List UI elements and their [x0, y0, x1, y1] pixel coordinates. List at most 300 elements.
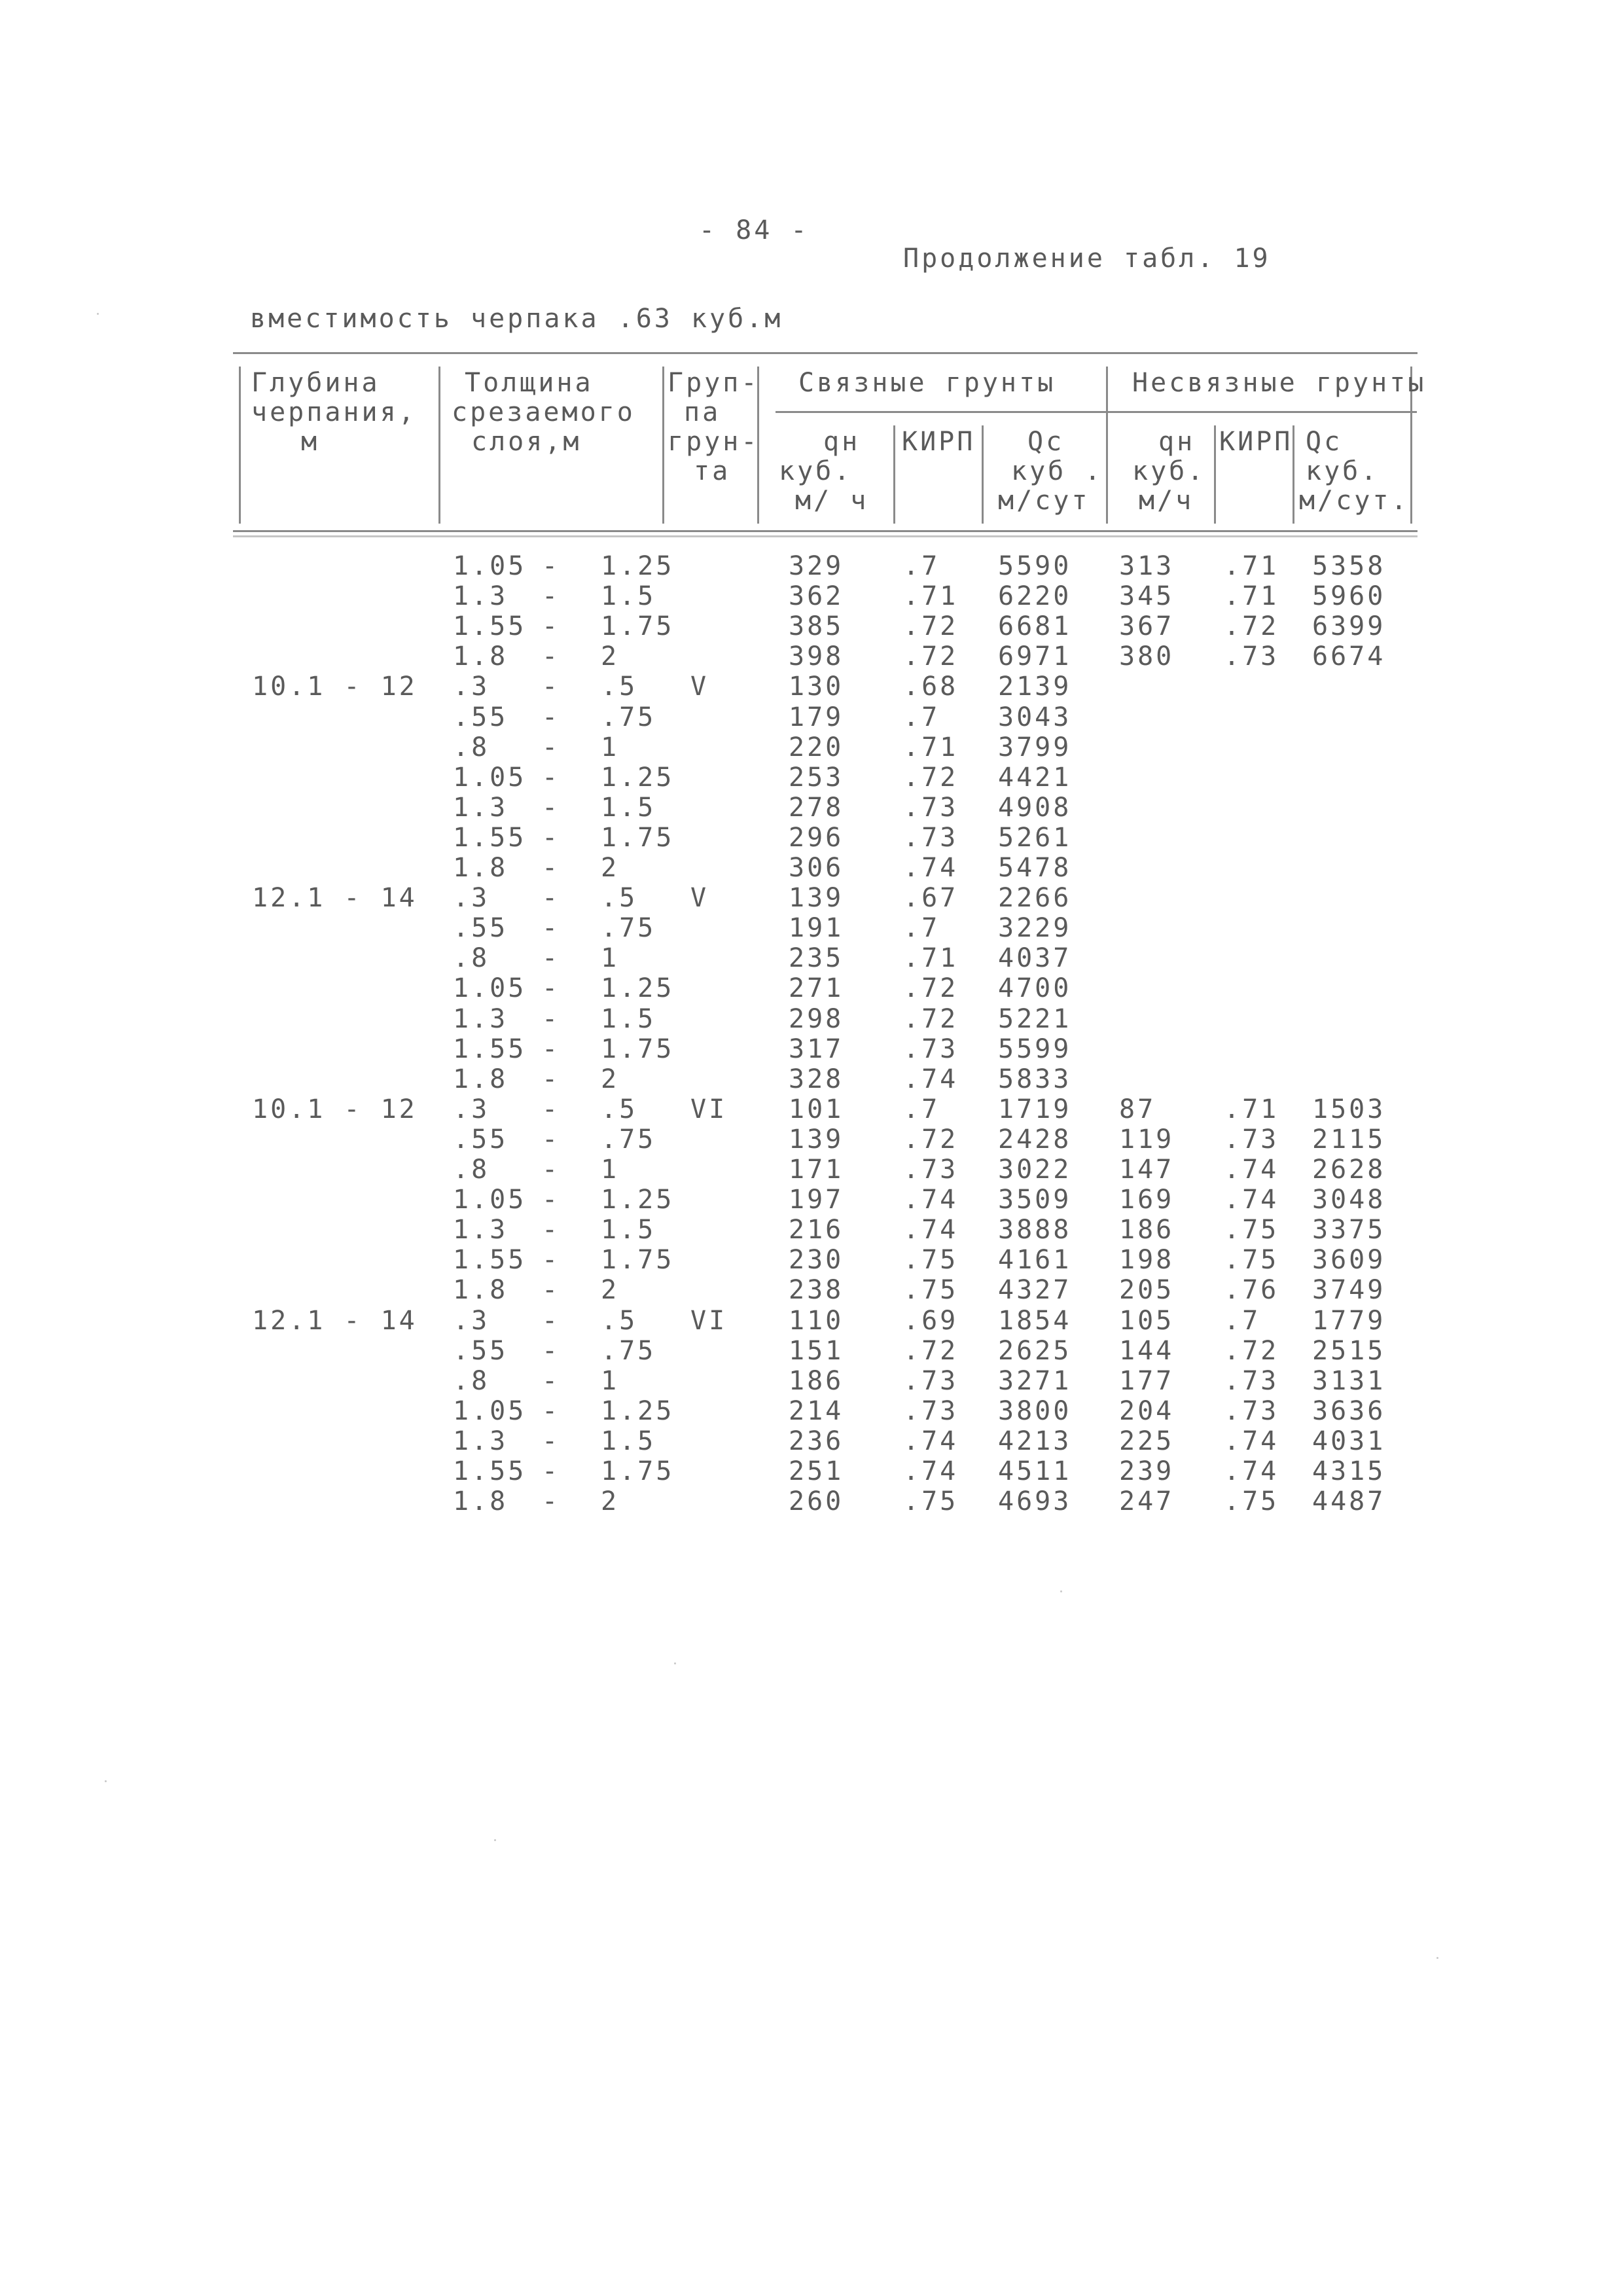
cell-noncohesive-qc: 2628	[1312, 1155, 1386, 1185]
cell-cohesive-kirp: .74	[903, 1185, 959, 1215]
cell-cohesive-kirp: .72	[903, 1124, 959, 1155]
header-kirp2: КИРП	[1219, 427, 1293, 457]
header-qc2-line2: куб.	[1306, 456, 1380, 486]
cell-cohesive-qn: 298	[789, 1004, 844, 1034]
table-continuation-label: Продолжение табл. 19	[903, 243, 1271, 274]
cell-cohesive-kirp: .68	[903, 672, 959, 702]
cell-thickness-from: 1.05	[453, 1396, 527, 1426]
cell-cohesive-kirp: .75	[903, 1245, 959, 1275]
cell-thickness-from: 1.55	[453, 1034, 527, 1064]
cell-thickness-to: 1.5	[601, 1215, 656, 1245]
cell-cohesive-kirp: .67	[903, 883, 959, 913]
cell-cohesive-qc: 5261	[998, 823, 1072, 853]
cell-thickness-to: .75	[601, 1124, 656, 1155]
header-qc-line2: куб .	[1011, 456, 1103, 486]
cell-group: V	[690, 672, 709, 702]
cell-cohesive-qc: 4421	[998, 762, 1072, 793]
cell-cohesive-kirp: .72	[903, 1004, 959, 1034]
cell-thickness-dash: -	[542, 973, 561, 1003]
cell-thickness-from: 1.05	[453, 1185, 527, 1215]
cell-thickness-to: .75	[601, 913, 656, 943]
cell-depth: 12.1 - 14	[252, 1306, 418, 1336]
cell-noncohesive-qn: 177	[1119, 1366, 1175, 1396]
cell-thickness-from: 1.55	[453, 1456, 527, 1486]
cell-cohesive-qn: 238	[789, 1275, 844, 1305]
cell-thickness-from: 1.3	[453, 581, 508, 611]
cell-thickness-from: 1.05	[453, 551, 527, 581]
cell-thickness-dash: -	[542, 1275, 561, 1305]
cell-thickness-dash: -	[542, 823, 561, 853]
header-qn-line2: куб.	[779, 456, 853, 486]
cell-noncohesive-qn: 247	[1119, 1486, 1175, 1516]
cell-group: VI	[690, 1094, 728, 1124]
cell-cohesive-qc: 4161	[998, 1245, 1072, 1275]
header-depth-line2: черпания,	[251, 397, 417, 427]
cell-thickness-from: 1.05	[453, 762, 527, 793]
cell-thickness-to: .75	[601, 1336, 656, 1366]
cell-cohesive-qn: 110	[789, 1306, 844, 1336]
header-thickness-line3: слоя,м	[471, 427, 582, 457]
cell-thickness-to: 1.5	[601, 1426, 656, 1456]
cell-cohesive-qc: 5478	[998, 853, 1072, 883]
cell-cohesive-kirp: .7	[903, 1094, 940, 1124]
cell-noncohesive-kirp: .74	[1224, 1155, 1279, 1185]
cell-noncohesive-kirp: .73	[1224, 641, 1279, 672]
cell-thickness-to: 1.5	[601, 793, 656, 823]
cell-noncohesive-kirp: .75	[1224, 1245, 1279, 1275]
cell-cohesive-qn: 260	[789, 1486, 844, 1516]
cell-cohesive-kirp: .73	[903, 1396, 959, 1426]
cell-cohesive-kirp: .75	[903, 1275, 959, 1305]
cell-cohesive-qn: 139	[789, 883, 844, 913]
header-thickness-line1: Толщина	[465, 368, 594, 398]
cell-thickness-to: 2	[601, 1486, 620, 1516]
cell-noncohesive-qc: 3048	[1312, 1185, 1386, 1215]
cell-thickness-to: 1.25	[601, 973, 675, 1003]
cell-cohesive-qn: 230	[789, 1245, 844, 1275]
cell-thickness-from: .8	[453, 732, 490, 762]
cell-thickness-to: 1	[601, 1366, 620, 1396]
cell-thickness-dash: -	[542, 1336, 561, 1366]
cell-noncohesive-qc: 3131	[1312, 1366, 1386, 1396]
cell-cohesive-qn: 306	[789, 853, 844, 883]
cell-noncohesive-qc: 6674	[1312, 641, 1386, 672]
cell-thickness-from: 1.3	[453, 793, 508, 823]
cell-noncohesive-qn: 345	[1119, 581, 1175, 611]
cell-noncohesive-qc: 2115	[1312, 1124, 1386, 1155]
cell-noncohesive-kirp: .72	[1224, 1336, 1279, 1366]
cell-thickness-to: 1.75	[601, 611, 675, 641]
cell-noncohesive-qc: 1779	[1312, 1306, 1386, 1336]
header-depth-line3: м	[301, 427, 320, 457]
cell-noncohesive-kirp: .73	[1224, 1366, 1279, 1396]
cell-thickness-to: 1	[601, 732, 620, 762]
scan-speck	[1060, 1590, 1062, 1592]
header-noncohesive: Несвязные грунты	[1132, 368, 1427, 398]
cell-cohesive-qc: 5599	[998, 1034, 1072, 1064]
cell-cohesive-kirp: .7	[903, 913, 940, 943]
cell-thickness-dash: -	[542, 1245, 561, 1275]
cell-thickness-to: .5	[601, 1094, 638, 1124]
cell-thickness-from: 1.05	[453, 973, 527, 1003]
cell-cohesive-qc: 4693	[998, 1486, 1072, 1516]
cell-cohesive-qc: 1719	[998, 1094, 1072, 1124]
cell-cohesive-qc: 3800	[998, 1396, 1072, 1426]
header-qn-line3: м/ ч	[795, 486, 869, 516]
scan-speck	[97, 313, 99, 315]
cell-cohesive-qc: 5221	[998, 1004, 1072, 1034]
cell-thickness-from: .3	[453, 883, 490, 913]
cell-noncohesive-qn: 380	[1119, 641, 1175, 672]
header-cohesive: Связные грунты	[798, 368, 1056, 398]
cell-thickness-dash: -	[542, 1486, 561, 1516]
header-qn-line1: qн	[823, 427, 861, 457]
header-qn2-line2: куб.	[1132, 456, 1206, 486]
header-qc2-line3: м/сут.	[1299, 486, 1410, 516]
cell-noncohesive-qn: 119	[1119, 1124, 1175, 1155]
cell-thickness-dash: -	[542, 943, 561, 973]
cell-noncohesive-qn: 147	[1119, 1155, 1175, 1185]
cell-noncohesive-kirp: .74	[1224, 1185, 1279, 1215]
table-subtitle: вместимость черпака .63 куб.м	[250, 304, 783, 334]
cell-cohesive-kirp: .73	[903, 793, 959, 823]
cell-thickness-to: .5	[601, 672, 638, 702]
cell-thickness-from: .3	[453, 672, 490, 702]
cell-thickness-to: 1.75	[601, 1245, 675, 1275]
cell-cohesive-qn: 253	[789, 762, 844, 793]
header-qc-line3: м/сут	[998, 486, 1090, 516]
cell-cohesive-kirp: .74	[903, 853, 959, 883]
cell-noncohesive-qc: 6399	[1312, 611, 1386, 641]
cell-noncohesive-qc: 5358	[1312, 551, 1386, 581]
cell-thickness-to: 1.5	[601, 1004, 656, 1034]
cell-cohesive-qc: 4908	[998, 793, 1072, 823]
cell-thickness-from: 1.8	[453, 1275, 508, 1305]
cell-noncohesive-qc: 4031	[1312, 1426, 1386, 1456]
cell-cohesive-qc: 3799	[998, 732, 1072, 762]
cell-cohesive-qc: 3022	[998, 1155, 1072, 1185]
cell-cohesive-kirp: .72	[903, 762, 959, 793]
cell-cohesive-qn: 151	[789, 1336, 844, 1366]
cell-thickness-dash: -	[542, 641, 561, 672]
cell-cohesive-qc: 6681	[998, 611, 1072, 641]
cell-noncohesive-qc: 1503	[1312, 1094, 1386, 1124]
cell-cohesive-qc: 5590	[998, 551, 1072, 581]
cell-thickness-from: 1.3	[453, 1004, 508, 1034]
cell-thickness-dash: -	[542, 1366, 561, 1396]
cell-cohesive-kirp: .73	[903, 1155, 959, 1185]
cell-thickness-dash: -	[542, 732, 561, 762]
cell-thickness-to: 1.75	[601, 1034, 675, 1064]
cell-cohesive-kirp: .74	[903, 1456, 959, 1486]
cell-thickness-to: 2	[601, 1064, 620, 1094]
col-divider-depth	[438, 367, 440, 524]
cell-thickness-dash: -	[542, 672, 561, 702]
cell-cohesive-qn: 179	[789, 702, 844, 732]
cell-cohesive-kirp: .7	[903, 702, 940, 732]
cell-noncohesive-kirp: .71	[1224, 1094, 1279, 1124]
cell-thickness-to: 1.25	[601, 551, 675, 581]
cell-cohesive-qc: 4511	[998, 1456, 1072, 1486]
cell-thickness-from: 1.3	[453, 1426, 508, 1456]
cell-thickness-dash: -	[542, 1064, 561, 1094]
cell-cohesive-qn: 398	[789, 641, 844, 672]
cell-cohesive-qn: 139	[789, 1124, 844, 1155]
cell-thickness-dash: -	[542, 1094, 561, 1124]
header-group-line4: та	[694, 456, 731, 486]
cell-noncohesive-qc: 3749	[1312, 1275, 1386, 1305]
cell-thickness-to: 1.25	[601, 1185, 675, 1215]
cell-cohesive-qn: 385	[789, 611, 844, 641]
cell-cohesive-kirp: .7	[903, 551, 940, 581]
cell-noncohesive-qc: 2515	[1312, 1336, 1386, 1366]
cell-thickness-to: 1.25	[601, 762, 675, 793]
cell-noncohesive-kirp: .71	[1224, 551, 1279, 581]
cell-noncohesive-kirp: .71	[1224, 581, 1279, 611]
cell-noncohesive-qc: 4487	[1312, 1486, 1386, 1516]
cell-noncohesive-kirp: .73	[1224, 1396, 1279, 1426]
cell-thickness-from: 1.8	[453, 1486, 508, 1516]
cell-thickness-dash: -	[542, 1034, 561, 1064]
cell-thickness-dash: -	[542, 1185, 561, 1215]
cell-thickness-dash: -	[542, 551, 561, 581]
header-qn2-line1: qн	[1158, 427, 1196, 457]
cell-thickness-from: .8	[453, 1155, 490, 1185]
header-group-line1: Груп-	[668, 368, 760, 398]
cell-thickness-to: 1.75	[601, 823, 675, 853]
cell-noncohesive-qc: 3636	[1312, 1396, 1386, 1426]
cell-thickness-dash: -	[542, 611, 561, 641]
cell-cohesive-qn: 251	[789, 1456, 844, 1486]
cell-cohesive-qc: 4327	[998, 1275, 1072, 1305]
header-qc2-line1: Qс	[1306, 427, 1343, 457]
cell-depth: 10.1 - 12	[252, 1094, 418, 1124]
cell-cohesive-qc: 3888	[998, 1215, 1072, 1245]
header-group-line3: грун-	[668, 427, 760, 457]
page-number: - 84 -	[699, 215, 810, 245]
cell-noncohesive-qn: 225	[1119, 1426, 1175, 1456]
cell-cohesive-kirp: .73	[903, 1366, 959, 1396]
cell-thickness-to: 2	[601, 1275, 620, 1305]
cell-thickness-to: 1.75	[601, 1456, 675, 1486]
cell-thickness-from: .3	[453, 1306, 490, 1336]
cell-depth: 10.1 - 12	[252, 672, 418, 702]
cell-noncohesive-kirp: .7	[1224, 1306, 1261, 1336]
cell-thickness-from: .55	[453, 913, 508, 943]
cell-thickness-dash: -	[542, 1306, 561, 1336]
cell-cohesive-qn: 130	[789, 672, 844, 702]
cell-cohesive-kirp: .75	[903, 1486, 959, 1516]
cell-noncohesive-qn: 367	[1119, 611, 1175, 641]
cell-thickness-from: .55	[453, 1124, 508, 1155]
header-bottom-rule	[233, 530, 1418, 532]
cell-cohesive-qn: 216	[789, 1215, 844, 1245]
cell-thickness-from: .55	[453, 1336, 508, 1366]
cell-thickness-to: 1	[601, 1155, 620, 1185]
col-divider-left	[239, 367, 241, 524]
cell-noncohesive-qn: 204	[1119, 1396, 1175, 1426]
cell-noncohesive-qc: 5960	[1312, 581, 1386, 611]
cell-thickness-dash: -	[542, 702, 561, 732]
cell-thickness-to: 1.5	[601, 581, 656, 611]
cell-cohesive-kirp: .73	[903, 1034, 959, 1064]
cell-noncohesive-kirp: .74	[1224, 1426, 1279, 1456]
cell-thickness-to: 2	[601, 641, 620, 672]
cell-cohesive-qn: 214	[789, 1396, 844, 1426]
cell-cohesive-qn: 101	[789, 1094, 844, 1124]
cell-thickness-to: 1.25	[601, 1396, 675, 1426]
cell-cohesive-qc: 4700	[998, 973, 1072, 1003]
cell-cohesive-qn: 197	[789, 1185, 844, 1215]
col-divider-kirp2	[1293, 425, 1294, 524]
cell-cohesive-kirp: .72	[903, 611, 959, 641]
cell-cohesive-qc: 3043	[998, 702, 1072, 732]
cell-cohesive-kirp: .71	[903, 943, 959, 973]
cell-thickness-from: 1.55	[453, 1245, 527, 1275]
cell-noncohesive-qn: 169	[1119, 1185, 1175, 1215]
cell-thickness-to: 1	[601, 943, 620, 973]
cell-cohesive-kirp: .71	[903, 581, 959, 611]
cell-thickness-dash: -	[542, 1426, 561, 1456]
cell-thickness-from: 1.8	[453, 853, 508, 883]
cell-depth: 12.1 - 14	[252, 883, 418, 913]
cell-noncohesive-qn: 87	[1119, 1094, 1156, 1124]
cell-noncohesive-kirp: .72	[1224, 611, 1279, 641]
cell-noncohesive-kirp: .75	[1224, 1486, 1279, 1516]
cell-thickness-dash: -	[542, 762, 561, 793]
cell-noncohesive-kirp: .73	[1224, 1124, 1279, 1155]
header-depth-line1: Глубина	[251, 368, 380, 398]
cell-noncohesive-qn: 198	[1119, 1245, 1175, 1275]
cell-thickness-from: .8	[453, 943, 490, 973]
cell-cohesive-qn: 362	[789, 581, 844, 611]
cell-cohesive-kirp: .74	[903, 1426, 959, 1456]
cell-thickness-from: 1.55	[453, 611, 527, 641]
cell-thickness-dash: -	[542, 1456, 561, 1486]
cell-cohesive-qn: 328	[789, 1064, 844, 1094]
cell-thickness-from: .8	[453, 1366, 490, 1396]
cell-cohesive-qn: 235	[789, 943, 844, 973]
cell-cohesive-qc: 1854	[998, 1306, 1072, 1336]
cell-cohesive-qc: 3229	[998, 913, 1072, 943]
cell-cohesive-kirp: .72	[903, 641, 959, 672]
cell-noncohesive-qc: 3609	[1312, 1245, 1386, 1275]
cell-cohesive-qn: 278	[789, 793, 844, 823]
cell-cohesive-qc: 4213	[998, 1426, 1072, 1456]
cell-thickness-dash: -	[542, 1124, 561, 1155]
cell-thickness-dash: -	[542, 853, 561, 883]
col-divider-qn2	[1214, 425, 1216, 524]
header-group-line2: па	[684, 397, 721, 427]
cell-cohesive-qc: 2428	[998, 1124, 1072, 1155]
cell-cohesive-kirp: .72	[903, 973, 959, 1003]
table-top-rule	[233, 352, 1418, 354]
cell-cohesive-qc: 3509	[998, 1185, 1072, 1215]
scan-speck	[105, 1780, 107, 1782]
cell-cohesive-qc: 2139	[998, 672, 1072, 702]
scan-speck	[494, 1839, 496, 1841]
header-bottom-rule-2	[233, 535, 1418, 537]
cell-noncohesive-qn: 313	[1119, 551, 1175, 581]
cell-noncohesive-kirp: .76	[1224, 1275, 1279, 1305]
cell-cohesive-qc: 5833	[998, 1064, 1072, 1094]
header-qc-line1: Qс	[1027, 427, 1065, 457]
cell-cohesive-qn: 329	[789, 551, 844, 581]
cell-cohesive-qn: 191	[789, 913, 844, 943]
cell-thickness-to: .5	[601, 1306, 638, 1336]
cell-cohesive-kirp: .69	[903, 1306, 959, 1336]
col-divider-qn	[893, 425, 895, 524]
cell-cohesive-kirp: .72	[903, 1336, 959, 1366]
cell-cohesive-qn: 171	[789, 1155, 844, 1185]
cell-thickness-dash: -	[542, 1396, 561, 1426]
cell-thickness-from: 1.8	[453, 641, 508, 672]
header-qn2-line3: м/ч	[1139, 486, 1194, 516]
cell-noncohesive-qc: 3375	[1312, 1215, 1386, 1245]
cell-cohesive-qc: 2266	[998, 883, 1072, 913]
cell-noncohesive-qn: 205	[1119, 1275, 1175, 1305]
cell-cohesive-qc: 6971	[998, 641, 1072, 672]
cell-cohesive-qn: 186	[789, 1366, 844, 1396]
cell-thickness-from: 1.3	[453, 1215, 508, 1245]
cell-cohesive-kirp: .71	[903, 732, 959, 762]
cell-thickness-to: .75	[601, 702, 656, 732]
subheader-rule	[776, 411, 1417, 413]
cell-thickness-from: .3	[453, 1094, 490, 1124]
cell-noncohesive-kirp: .75	[1224, 1215, 1279, 1245]
header-kirp: КИРП	[902, 427, 976, 457]
cell-cohesive-qc: 6220	[998, 581, 1072, 611]
cell-thickness-dash: -	[542, 883, 561, 913]
cell-thickness-from: 1.8	[453, 1064, 508, 1094]
cell-thickness-dash: -	[542, 793, 561, 823]
cell-thickness-from: 1.55	[453, 823, 527, 853]
cell-thickness-dash: -	[542, 1155, 561, 1185]
cell-noncohesive-qn: 186	[1119, 1215, 1175, 1245]
cell-cohesive-qn: 271	[789, 973, 844, 1003]
cell-thickness-dash: -	[542, 581, 561, 611]
scan-speck	[674, 1662, 676, 1664]
cell-thickness-to: 2	[601, 853, 620, 883]
cell-thickness-dash: -	[542, 1215, 561, 1245]
cell-noncohesive-qn: 144	[1119, 1336, 1175, 1366]
cell-group: VI	[690, 1306, 728, 1336]
cell-noncohesive-qn: 105	[1119, 1306, 1175, 1336]
cell-thickness-dash: -	[542, 1004, 561, 1034]
cell-cohesive-qc: 2625	[998, 1336, 1072, 1366]
col-divider-cohesive	[1106, 367, 1108, 524]
cell-noncohesive-qc: 4315	[1312, 1456, 1386, 1486]
cell-cohesive-qn: 220	[789, 732, 844, 762]
cell-cohesive-qn: 236	[789, 1426, 844, 1456]
scan-speck	[1436, 1957, 1438, 1959]
col-divider-thickness	[662, 367, 664, 524]
cell-cohesive-kirp: .73	[903, 823, 959, 853]
cell-thickness-to: .5	[601, 883, 638, 913]
cell-cohesive-kirp: .74	[903, 1215, 959, 1245]
cell-cohesive-qc: 4037	[998, 943, 1072, 973]
cell-cohesive-qn: 296	[789, 823, 844, 853]
cell-group: V	[690, 883, 709, 913]
cell-thickness-from: .55	[453, 702, 508, 732]
cell-thickness-dash: -	[542, 913, 561, 943]
cell-cohesive-qc: 3271	[998, 1366, 1072, 1396]
cell-noncohesive-qn: 239	[1119, 1456, 1175, 1486]
cell-cohesive-kirp: .74	[903, 1064, 959, 1094]
cell-noncohesive-kirp: .74	[1224, 1456, 1279, 1486]
col-divider-kirp	[982, 425, 984, 524]
header-thickness-line2: срезаемого	[452, 397, 635, 427]
